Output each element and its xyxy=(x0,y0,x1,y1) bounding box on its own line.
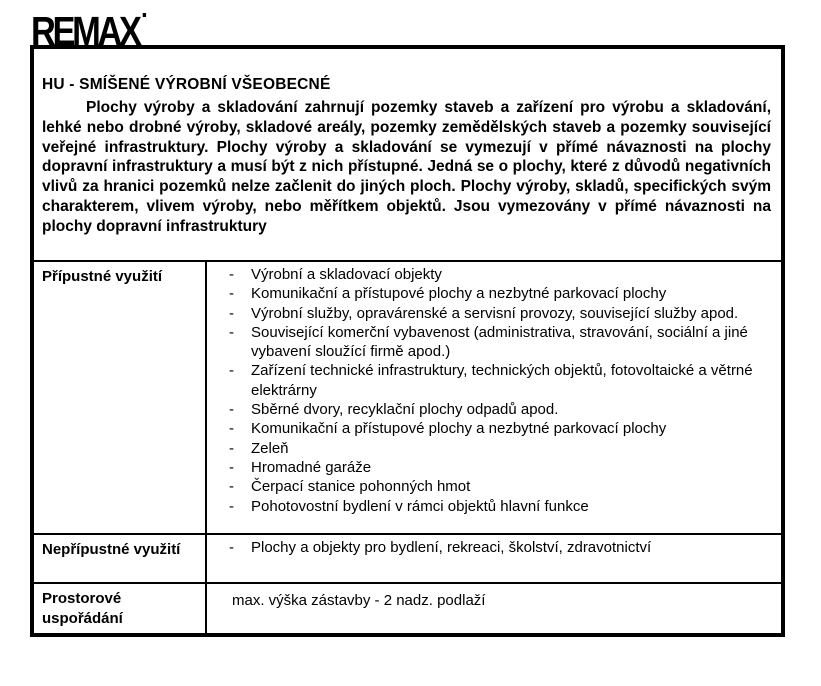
list-item-text: Pohotovostní bydlení v rámci objektů hlavní funkce xyxy=(251,497,589,515)
dash-marker: - xyxy=(229,401,234,419)
spatial-arrangement-content: max. výška zástavby - 2 nadz. podlaží xyxy=(232,592,486,609)
list-item-text: Zeleň xyxy=(251,439,289,457)
dash-marker: - xyxy=(229,439,234,457)
list-item xyxy=(221,304,773,323)
list-item-text: Komunikační a přístupové plochy a nezbytné parkovací plochy xyxy=(251,420,667,438)
dash-marker: - xyxy=(229,304,234,322)
dash-marker: - xyxy=(229,458,234,476)
permitted-use-content xyxy=(207,262,781,533)
dash-marker: - xyxy=(229,266,234,283)
intro-section xyxy=(34,49,781,260)
row-label-forbidden-use: Nepřípustné využití xyxy=(34,535,207,582)
section-heading: HU - SMÍŠENÉ VÝROBNÍ VŠEOBECNÉ xyxy=(42,76,331,93)
forbidden-use-content xyxy=(207,535,781,582)
remax-logo xyxy=(31,8,146,54)
list-item xyxy=(221,419,773,438)
table-row-permitted-use xyxy=(34,260,781,533)
list-item xyxy=(221,400,773,419)
list-item xyxy=(221,323,773,362)
document-frame xyxy=(30,45,785,637)
list-item-text: Plochy a objekty pro bydlení, rekreaci, školství, zdravotnictví xyxy=(251,539,652,556)
table-row-forbidden-use xyxy=(34,533,781,582)
dash-marker: - xyxy=(229,539,234,556)
list-item-text: Hromadné garáže xyxy=(251,458,372,476)
remax-logo-text: REMAX xyxy=(31,8,139,54)
list-item xyxy=(221,477,773,496)
table-row-spatial-arrangement xyxy=(34,582,781,633)
list-item xyxy=(221,497,773,516)
list-item-text: Výrobní služby, opravárenské a servisní provozy, související služby apod. xyxy=(251,304,739,322)
list-item-text: Sběrné dvory, recyklační plochy odpadů apod. xyxy=(251,401,559,419)
bullet-list xyxy=(221,265,773,516)
list-item xyxy=(221,538,773,557)
dash-marker: - xyxy=(229,420,234,438)
list-item xyxy=(221,439,773,458)
row-label-spatial-arrangement: Prostorové uspořádání xyxy=(34,584,207,633)
list-item xyxy=(221,361,773,400)
list-item-text: Související komerční vybavenost (administrativa, stravování, sociální a jiné vybavení sloužící firmě apod.) xyxy=(251,323,748,361)
list-item-text: Čerpací stanice pohonných hmot xyxy=(251,478,471,496)
intro-paragraph: Plochy výroby a skladování zahrnují pozemky staveb a zařízení pro výrobu a skladování, lehké nebo drobné výroby, skladové areály, pozemky zemědělských staveb a pozemky související veřejné infrastruktury. Plochy výroby a skladování se vymezují v přímé návaznosti na plochy dopravní infrastruktury a musí být z nich přístupné. Jedná se o plochy, které z důvodů negativních vlivů za hranici pozemků nelze začlenit do jiných ploch. Plochy výroby, skladů, specifických svým charakterem, vlivem výroby, nebo měřítkem objektů. Jsou vymezovány v přímé návaznosti na plochy dopravní infrastruktury xyxy=(42,99,771,235)
dash-marker: - xyxy=(229,285,234,303)
list-item-text: Výrobní a skladovací objekty xyxy=(251,266,442,283)
bullet-list xyxy=(221,538,773,557)
list-item xyxy=(221,458,773,477)
list-item xyxy=(221,284,773,303)
dash-marker: - xyxy=(229,323,234,341)
dash-marker: - xyxy=(229,497,234,515)
list-item-text: Komunikační a přístupové plochy a nezbytné parkovací plochy xyxy=(251,285,667,303)
row-label-permitted-use: Přípustné využití xyxy=(34,262,207,533)
list-item xyxy=(221,265,773,284)
trademark-icon xyxy=(143,13,146,17)
dash-marker: - xyxy=(229,362,234,380)
dash-marker: - xyxy=(229,478,234,496)
list-item-text: Zařízení technické infrastruktury, technických objektů, fotovoltaické a větrné elektrárny xyxy=(251,362,753,399)
